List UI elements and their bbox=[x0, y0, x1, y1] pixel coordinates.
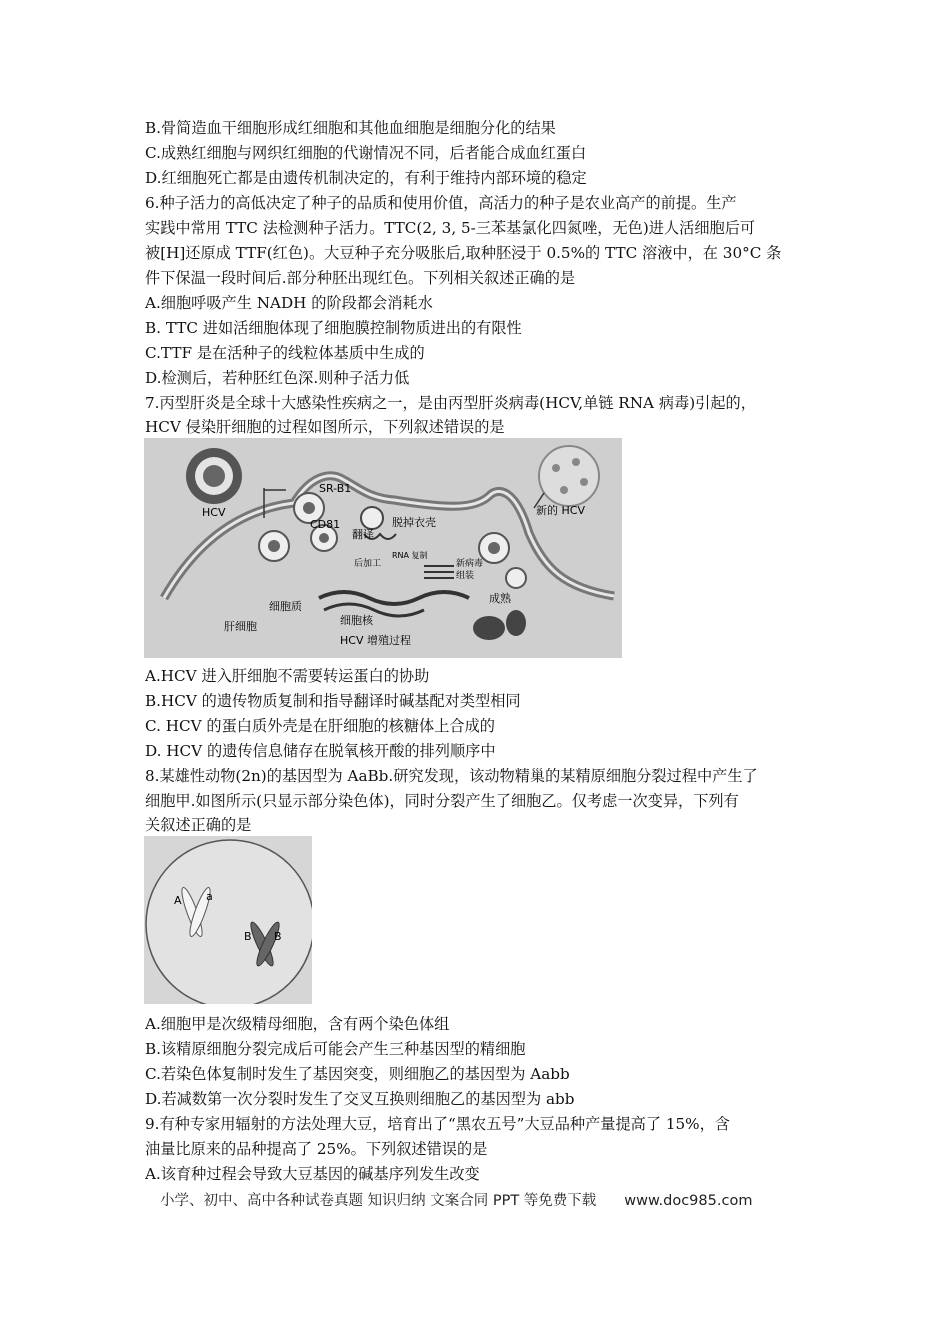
question-7-option-c: C. HCV 的蛋白质外壳是在肝细胞的核糖体上合成的 bbox=[145, 717, 495, 735]
question-6-stem-line-2: 实践中常用 TTC 法检测种子活力。TTC(2, 3, 5-三苯基氯化四氮唑，无色)进人活细胞后可 bbox=[145, 219, 756, 237]
cd81-label: CD81 bbox=[310, 518, 341, 531]
question-9-stem-line-2: 油量比原来的品种提高了 25%。下列叙述错误的是 bbox=[145, 1140, 488, 1158]
footer-url[interactable]: www.doc985.com bbox=[624, 1193, 753, 1209]
question-7-option-b: B.HCV 的遗传物质复制和指导翻译时碱基配对类型相同 bbox=[145, 692, 521, 710]
new-virus-assembly-label-2: 组装 bbox=[456, 571, 475, 581]
page-footer bbox=[160, 1190, 800, 1212]
question-6-option-c: C.TTF 是在活种子的线粒体基质中生成的 bbox=[145, 344, 425, 362]
new-hcv-icon bbox=[539, 446, 599, 506]
gene-label-a: a bbox=[206, 890, 213, 903]
hcv-proliferation-figure bbox=[144, 438, 622, 658]
nucleus-label: 细胞核 bbox=[340, 614, 373, 627]
question-8-stem-line-1: 8.某雄性动物(2n)的基因型为 AaBb.研究发现，该动物精巢的某精原细胞分裂过程中产生了 bbox=[145, 767, 758, 785]
question-5-option-b: B.骨简造血干细胞形成红细胞和其他血细胞是细胞分化的结果 bbox=[145, 119, 556, 137]
question-6-stem-line-4: 件下保温一段时间后.部分种胚出现红色。下列相关叙述正确的是 bbox=[145, 269, 576, 287]
footer-text: 小学、初中、高中各种试卷真题 知识归纳 文案合同 PPT 等免费下载 bbox=[160, 1193, 597, 1209]
hcv-label: HCV bbox=[202, 506, 226, 519]
question-7-stem-line-2: HCV 侵染肝细胞的过程如图所示，下列叙述错误的是 bbox=[145, 418, 505, 436]
question-8-stem-line-3: 关叙述正确的是 bbox=[145, 816, 252, 834]
question-7-stem-line-1: 7.丙型肝炎是全球十大感染性疾病之一，是由丙型肝炎病毒(HCV,单链 RNA 病毒)引起的， bbox=[145, 394, 756, 412]
question-6-stem-line-3: 被[H]还原成 TTF(红色)。大豆种子充分吸胀后,取种胚浸于 0.5%的 TTC 溶液中，在 30°C 条 bbox=[145, 244, 782, 262]
question-8-option-d: D.若减数第一次分裂时发生了交叉互换则细胞乙的基因型为 abb bbox=[145, 1090, 575, 1108]
mature-label: 成熟 bbox=[489, 592, 511, 605]
question-6-option-b: B. TTC 进如活细胞体现了细胞膜控制物质进出的有限性 bbox=[145, 319, 522, 337]
question-5-option-d: D.红细胞死亡都是由遗传机制决定的，有利于维持内部环境的稳定 bbox=[145, 169, 587, 187]
new-hcv-label: 新的 HCV bbox=[536, 504, 585, 517]
question-7-option-d: D. HCV 的遗传信息储存在脱氧核开酸的排列顺序中 bbox=[145, 742, 496, 760]
cell-division-figure bbox=[144, 836, 312, 1004]
gene-label-A: A bbox=[174, 894, 182, 907]
question-8-stem-line-2: 细胞甲.如图所示(只显示部分染色体)，同时分裂产生了细胞乙。仅考虑一次变异，下列有 bbox=[145, 792, 739, 810]
gene-label-B-left: B bbox=[244, 930, 252, 943]
question-6-stem-line-1: 6.种子活力的高低决定了种子的品质和使用价值，高活力的种子是农业高产的前提。生产 bbox=[145, 194, 737, 212]
question-6-option-d: D.检测后，若种胚红色深.则种子活力低 bbox=[145, 369, 410, 387]
question-9-option-a: A.该育种过程会导致大豆基因的碱基序列发生改变 bbox=[145, 1165, 480, 1183]
question-8-option-a: A.细胞甲是次级精母细胞，含有两个染色体组 bbox=[145, 1015, 450, 1033]
rna-replicate-label: RNA 复制 bbox=[392, 551, 428, 560]
cytoplasm-label: 细胞质 bbox=[269, 600, 302, 613]
sr-b1-label: SR-B1 bbox=[319, 482, 352, 495]
question-6-option-a: A.细胞呼吸产生 NADH 的阶段都会消耗水 bbox=[145, 294, 433, 312]
uncoat-label: 脱掉衣壳 bbox=[392, 516, 436, 529]
question-5-option-c: C.成熟红细胞与网织红细胞的代谢情况不同，后者能合成血红蛋白 bbox=[145, 144, 587, 162]
gene-label-B-right: B bbox=[274, 930, 282, 943]
figure-caption: HCV 增殖过程 bbox=[340, 634, 411, 647]
question-7-option-a: A.HCV 进入肝细胞不需要转运蛋白的协助 bbox=[145, 667, 430, 685]
translate-label: 翻译 bbox=[352, 528, 374, 541]
new-virus-assembly-label-1: 新病毒 bbox=[456, 559, 484, 569]
question-8-option-b: B.该精原细胞分裂完成后可能会产生三种基因型的精细胞 bbox=[145, 1040, 526, 1058]
hcv-virus-icon bbox=[186, 448, 242, 504]
liver-cell-label: 肝细胞 bbox=[224, 620, 257, 633]
question-9-stem-line-1: 9.有种专家用辐射的方法处理大豆，培育出了“黑农五号”大豆品种产量提高了 15%，含 bbox=[145, 1115, 730, 1133]
question-8-option-c: C.若染色体复制时发生了基因突变，则细胞乙的基因型为 Aabb bbox=[145, 1065, 570, 1083]
post-process-label: 后加工 bbox=[354, 559, 382, 569]
